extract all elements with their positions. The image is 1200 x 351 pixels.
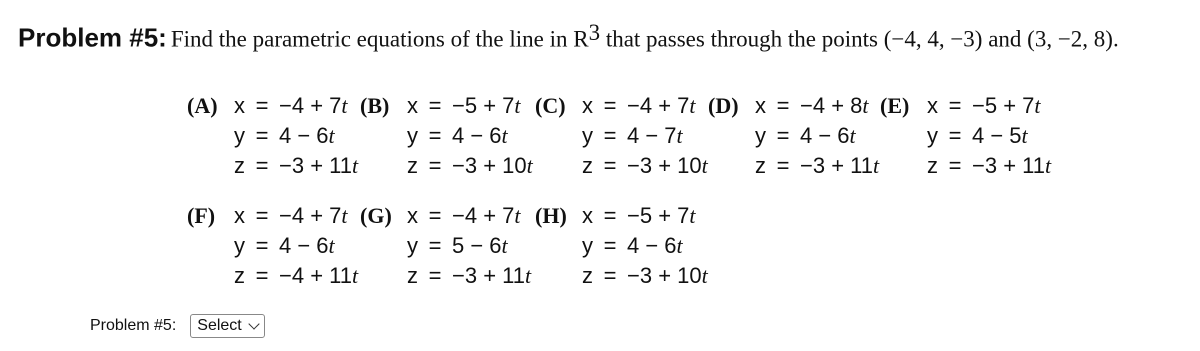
equation-rhs bbox=[627, 233, 683, 259]
equation-x bbox=[920, 93, 1041, 119]
equation-x bbox=[400, 203, 521, 229]
equation-rhs bbox=[627, 93, 696, 119]
variable-z: z bbox=[927, 153, 938, 178]
rhs-expression: −3 + 11 bbox=[452, 263, 525, 288]
question-text: Find the parametric equations of the line in R bbox=[170, 26, 589, 52]
rhs-expression: −4 + 7 bbox=[279, 93, 342, 118]
equation-rhs bbox=[279, 153, 358, 179]
parameter-t: t bbox=[701, 153, 708, 178]
parameter-t: t bbox=[352, 263, 359, 288]
variable-z: z bbox=[234, 153, 245, 178]
equation-x bbox=[748, 93, 869, 119]
equation-rhs bbox=[279, 263, 358, 289]
equation-z bbox=[575, 153, 708, 179]
parameter-t: t bbox=[701, 263, 708, 288]
equation-rhs bbox=[452, 93, 521, 119]
rhs-expression: −5 + 7 bbox=[627, 203, 690, 228]
equals-sign: = bbox=[603, 263, 617, 288]
parameter-t: t bbox=[1045, 153, 1052, 178]
variable-z: z bbox=[582, 263, 593, 288]
equals-sign: = bbox=[948, 93, 962, 118]
equation-rhs bbox=[279, 123, 335, 149]
equals-sign: = bbox=[428, 123, 442, 148]
equation-rhs bbox=[452, 203, 521, 229]
problem-statement bbox=[18, 20, 1119, 53]
equation-rhs bbox=[627, 123, 683, 149]
option-letter: (B) bbox=[360, 93, 390, 118]
equation-rhs bbox=[972, 123, 1028, 149]
equals-sign: = bbox=[603, 233, 617, 258]
parameter-t: t bbox=[341, 203, 348, 228]
equation-x bbox=[575, 93, 696, 119]
parameter-t: t bbox=[526, 153, 533, 178]
equation-y bbox=[575, 233, 683, 259]
question-text-end: that passes through the points (−4, 4, −3) and (3, −2, 8). bbox=[600, 26, 1119, 52]
variable-x: x bbox=[582, 203, 593, 228]
parameter-t: t bbox=[676, 233, 683, 258]
equals-sign: = bbox=[603, 203, 617, 228]
rhs-expression: −4 + 7 bbox=[279, 203, 342, 228]
parameter-t: t bbox=[514, 203, 521, 228]
equation-x bbox=[227, 203, 348, 229]
equals-sign: = bbox=[428, 153, 442, 178]
option-letter: (E) bbox=[880, 93, 910, 118]
answer-select[interactable] bbox=[190, 314, 264, 338]
equation-y bbox=[400, 233, 508, 259]
parameter-t: t bbox=[501, 233, 508, 258]
variable-x: x bbox=[927, 93, 938, 118]
equals-sign: = bbox=[428, 263, 442, 288]
variable-x: x bbox=[407, 93, 418, 118]
equals-sign: = bbox=[776, 93, 790, 118]
equals-sign: = bbox=[255, 93, 269, 118]
variable-z: z bbox=[407, 153, 418, 178]
variable-x: x bbox=[755, 93, 766, 118]
rhs-expression: −4 + 7 bbox=[627, 93, 690, 118]
equals-sign: = bbox=[255, 203, 269, 228]
equals-sign: = bbox=[776, 153, 790, 178]
rhs-expression: −3 + 10 bbox=[627, 153, 702, 178]
equals-sign: = bbox=[948, 123, 962, 148]
problem-label: Problem #5: bbox=[18, 22, 167, 53]
parameter-t: t bbox=[328, 233, 335, 258]
variable-z: z bbox=[407, 263, 418, 288]
equation-y bbox=[920, 123, 1028, 149]
parameter-t: t bbox=[689, 93, 696, 118]
variable-x: x bbox=[582, 93, 593, 118]
equation-z bbox=[575, 263, 708, 289]
rhs-expression: 4 − 6 bbox=[800, 123, 850, 148]
rhs-expression: −3 + 11 bbox=[800, 153, 873, 178]
equation-rhs bbox=[972, 153, 1051, 179]
equation-x bbox=[400, 93, 521, 119]
option-letter: (A) bbox=[187, 93, 218, 118]
equation-rhs bbox=[279, 203, 348, 229]
option-letter: (G) bbox=[360, 203, 392, 228]
rhs-expression: 4 − 7 bbox=[627, 123, 677, 148]
parameter-t: t bbox=[341, 93, 348, 118]
parameter-t: t bbox=[501, 123, 508, 148]
equation-z bbox=[227, 263, 358, 289]
rhs-expression: −3 + 11 bbox=[279, 153, 352, 178]
equation-rhs bbox=[627, 263, 708, 289]
equals-sign: = bbox=[255, 233, 269, 258]
equals-sign: = bbox=[603, 153, 617, 178]
variable-z: z bbox=[582, 153, 593, 178]
equation-rhs bbox=[800, 153, 879, 179]
question-superscript: 3 bbox=[588, 20, 601, 45]
equation-rhs bbox=[800, 93, 869, 119]
equation-rhs bbox=[800, 123, 856, 149]
rhs-expression: 4 − 5 bbox=[972, 123, 1022, 148]
variable-x: x bbox=[234, 93, 245, 118]
rhs-expression: −3 + 11 bbox=[972, 153, 1045, 178]
equation-x bbox=[575, 203, 696, 229]
equation-z bbox=[748, 153, 879, 179]
equation-rhs bbox=[972, 93, 1041, 119]
variable-y: y bbox=[755, 123, 766, 148]
equation-y bbox=[227, 233, 335, 259]
rhs-expression: −4 + 7 bbox=[452, 203, 515, 228]
equation-y bbox=[227, 123, 335, 149]
equation-rhs bbox=[452, 263, 531, 289]
variable-x: x bbox=[407, 203, 418, 228]
variable-y: y bbox=[582, 123, 593, 148]
answer-row bbox=[90, 314, 265, 338]
rhs-expression: −4 + 11 bbox=[279, 263, 352, 288]
variable-y: y bbox=[407, 123, 418, 148]
equation-rhs bbox=[627, 153, 708, 179]
rhs-expression: 4 − 6 bbox=[627, 233, 677, 258]
parameter-t: t bbox=[689, 203, 696, 228]
variable-y: y bbox=[407, 233, 418, 258]
equation-x bbox=[227, 93, 348, 119]
equation-rhs bbox=[452, 123, 508, 149]
parameter-t: t bbox=[862, 93, 869, 118]
variable-x: x bbox=[234, 203, 245, 228]
rhs-expression: 5 − 6 bbox=[452, 233, 502, 258]
equals-sign: = bbox=[776, 123, 790, 148]
equals-sign: = bbox=[255, 123, 269, 148]
equals-sign: = bbox=[428, 203, 442, 228]
option-letter: (F) bbox=[187, 203, 216, 228]
equation-z bbox=[400, 263, 531, 289]
equation-rhs bbox=[279, 93, 348, 119]
rhs-expression: −4 + 8 bbox=[800, 93, 863, 118]
parameter-t: t bbox=[328, 123, 335, 148]
parameter-t: t bbox=[849, 123, 856, 148]
parameter-t: t bbox=[525, 263, 532, 288]
rhs-expression: −5 + 7 bbox=[452, 93, 515, 118]
variable-z: z bbox=[755, 153, 766, 178]
equation-rhs bbox=[627, 203, 696, 229]
equation-y bbox=[400, 123, 508, 149]
rhs-expression: 4 − 6 bbox=[279, 123, 329, 148]
parameter-t: t bbox=[873, 153, 880, 178]
variable-y: y bbox=[927, 123, 938, 148]
parameter-t: t bbox=[676, 123, 683, 148]
equals-sign: = bbox=[255, 153, 269, 178]
parameter-t: t bbox=[1021, 123, 1028, 148]
equation-rhs bbox=[452, 153, 533, 179]
equals-sign: = bbox=[603, 123, 617, 148]
option-letter: (D) bbox=[708, 93, 739, 118]
answer-label: Problem #5: bbox=[90, 317, 177, 334]
equals-sign: = bbox=[428, 93, 442, 118]
equation-y bbox=[575, 123, 683, 149]
equals-sign: = bbox=[428, 233, 442, 258]
equation-y bbox=[748, 123, 856, 149]
answer-select-value: Select bbox=[197, 317, 242, 334]
option-letter: (C) bbox=[535, 93, 566, 118]
equation-rhs bbox=[279, 233, 335, 259]
chevron-down-icon bbox=[248, 318, 259, 329]
parameter-t: t bbox=[1034, 93, 1041, 118]
parameter-t: t bbox=[514, 93, 521, 118]
rhs-expression: −3 + 10 bbox=[452, 153, 527, 178]
variable-y: y bbox=[234, 123, 245, 148]
rhs-expression: 4 − 6 bbox=[452, 123, 502, 148]
rhs-expression: 4 − 6 bbox=[279, 233, 329, 258]
equation-z bbox=[920, 153, 1051, 179]
option-letter: (H) bbox=[535, 203, 567, 228]
variable-z: z bbox=[234, 263, 245, 288]
equals-sign: = bbox=[948, 153, 962, 178]
equals-sign: = bbox=[603, 93, 617, 118]
equation-rhs bbox=[452, 233, 508, 259]
equation-z bbox=[400, 153, 533, 179]
equation-z bbox=[227, 153, 358, 179]
variable-y: y bbox=[582, 233, 593, 258]
variable-y: y bbox=[234, 233, 245, 258]
rhs-expression: −3 + 10 bbox=[627, 263, 702, 288]
parameter-t: t bbox=[352, 153, 359, 178]
equals-sign: = bbox=[255, 263, 269, 288]
rhs-expression: −5 + 7 bbox=[972, 93, 1035, 118]
